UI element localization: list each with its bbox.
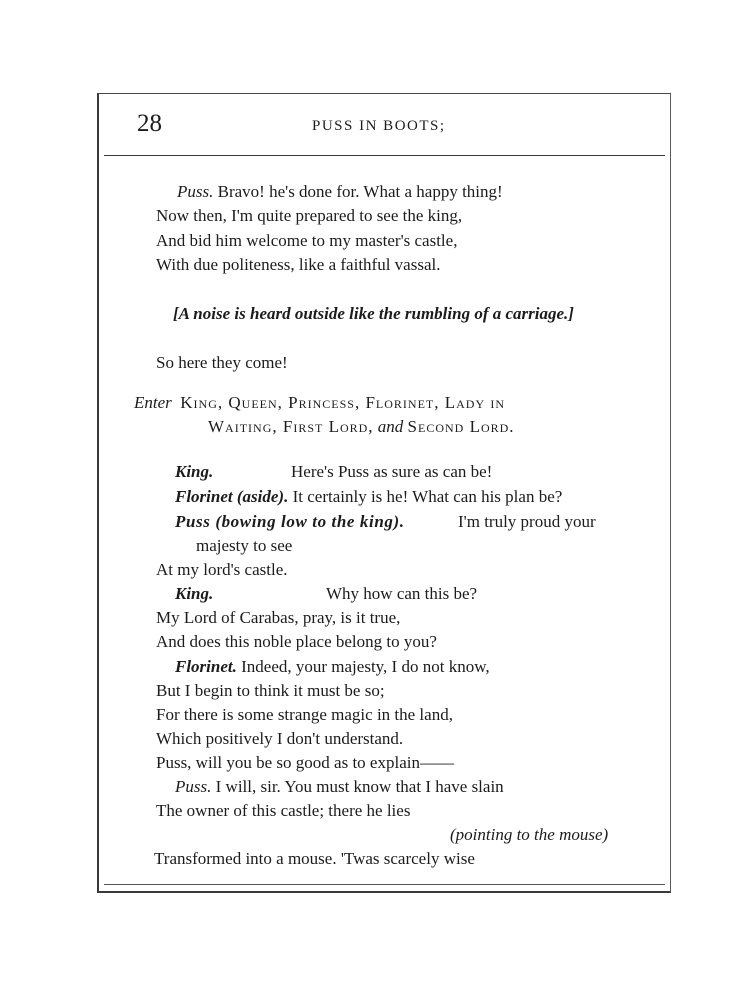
- verse-text: I'm truly proud your: [458, 512, 596, 531]
- speaker-name: King.: [175, 462, 214, 481]
- verse-line: And does this noble place belong to you?: [156, 632, 437, 651]
- verse-line: With due politeness, like a faithful vassal.: [156, 255, 441, 274]
- page-number: 28: [137, 110, 162, 137]
- speaker-name: Puss.: [177, 182, 214, 201]
- verse-line: Which positively I don't understand.: [156, 729, 404, 748]
- verse-text: Why how can this be?: [326, 584, 478, 603]
- stage-direction: [A noise is heard outside like the rumbling of a carriage.]: [173, 304, 574, 323]
- speaker-name: Florinet.: [175, 657, 237, 676]
- verse-line: But I begin to think it must be so;: [156, 681, 385, 700]
- verse-line: Now then, I'm quite prepared to see the king,: [156, 206, 463, 225]
- verse-line: Florinet (aside). It certainly is he! What can his plan be?: [175, 487, 563, 506]
- verse-text: Here's Puss as sure as can be!: [291, 462, 493, 481]
- verse-line: [175, 582, 213, 606]
- speaker-name: Puss (bowing low to the king).: [175, 512, 405, 531]
- verse-line: [175, 510, 405, 534]
- verse-line: At my lord's castle.: [156, 560, 288, 579]
- speaker-name: King.: [175, 584, 214, 603]
- verse-line: Florinet. Indeed, your majesty, I do not know,: [175, 657, 490, 676]
- verse-line: For there is some strange magic in the land,: [156, 705, 453, 724]
- verse-line: Transformed into a mouse. 'Twas scarcely wise: [154, 849, 475, 868]
- entrance-line: [134, 391, 505, 415]
- footer-rule: [104, 884, 665, 885]
- verse-line: The owner of this castle; there he lies: [156, 801, 411, 820]
- verse-line: My Lord of Carabas, pray, is it true,: [156, 608, 401, 627]
- entrance-line: Waiting, First Lord, and Second Lord.: [208, 417, 515, 436]
- verse-line: majesty to see: [196, 536, 293, 555]
- speaker-name: Puss.: [175, 777, 212, 796]
- character-list: King, Queen, Princess, Florinet, Lady in: [180, 393, 506, 412]
- verse-line: So here they come!: [156, 353, 288, 372]
- speaker-name: Florinet (aside).: [175, 487, 289, 506]
- verse-line: Puss. Bravo! he's done for. What a happy thing!: [177, 182, 503, 201]
- running-title: PUSS IN BOOTS;: [312, 118, 446, 134]
- enter-word: Enter: [134, 393, 172, 412]
- verse-line: [175, 460, 213, 484]
- verse-line: Puss, will you be so good as to explain——: [156, 753, 454, 772]
- stage-direction: (pointing to the mouse): [450, 825, 609, 844]
- verse-line: And bid him welcome to my master's castle,: [156, 231, 458, 250]
- header-rule: [104, 155, 665, 156]
- verse-line: Puss. I will, sir. You must know that I have slain: [175, 777, 504, 796]
